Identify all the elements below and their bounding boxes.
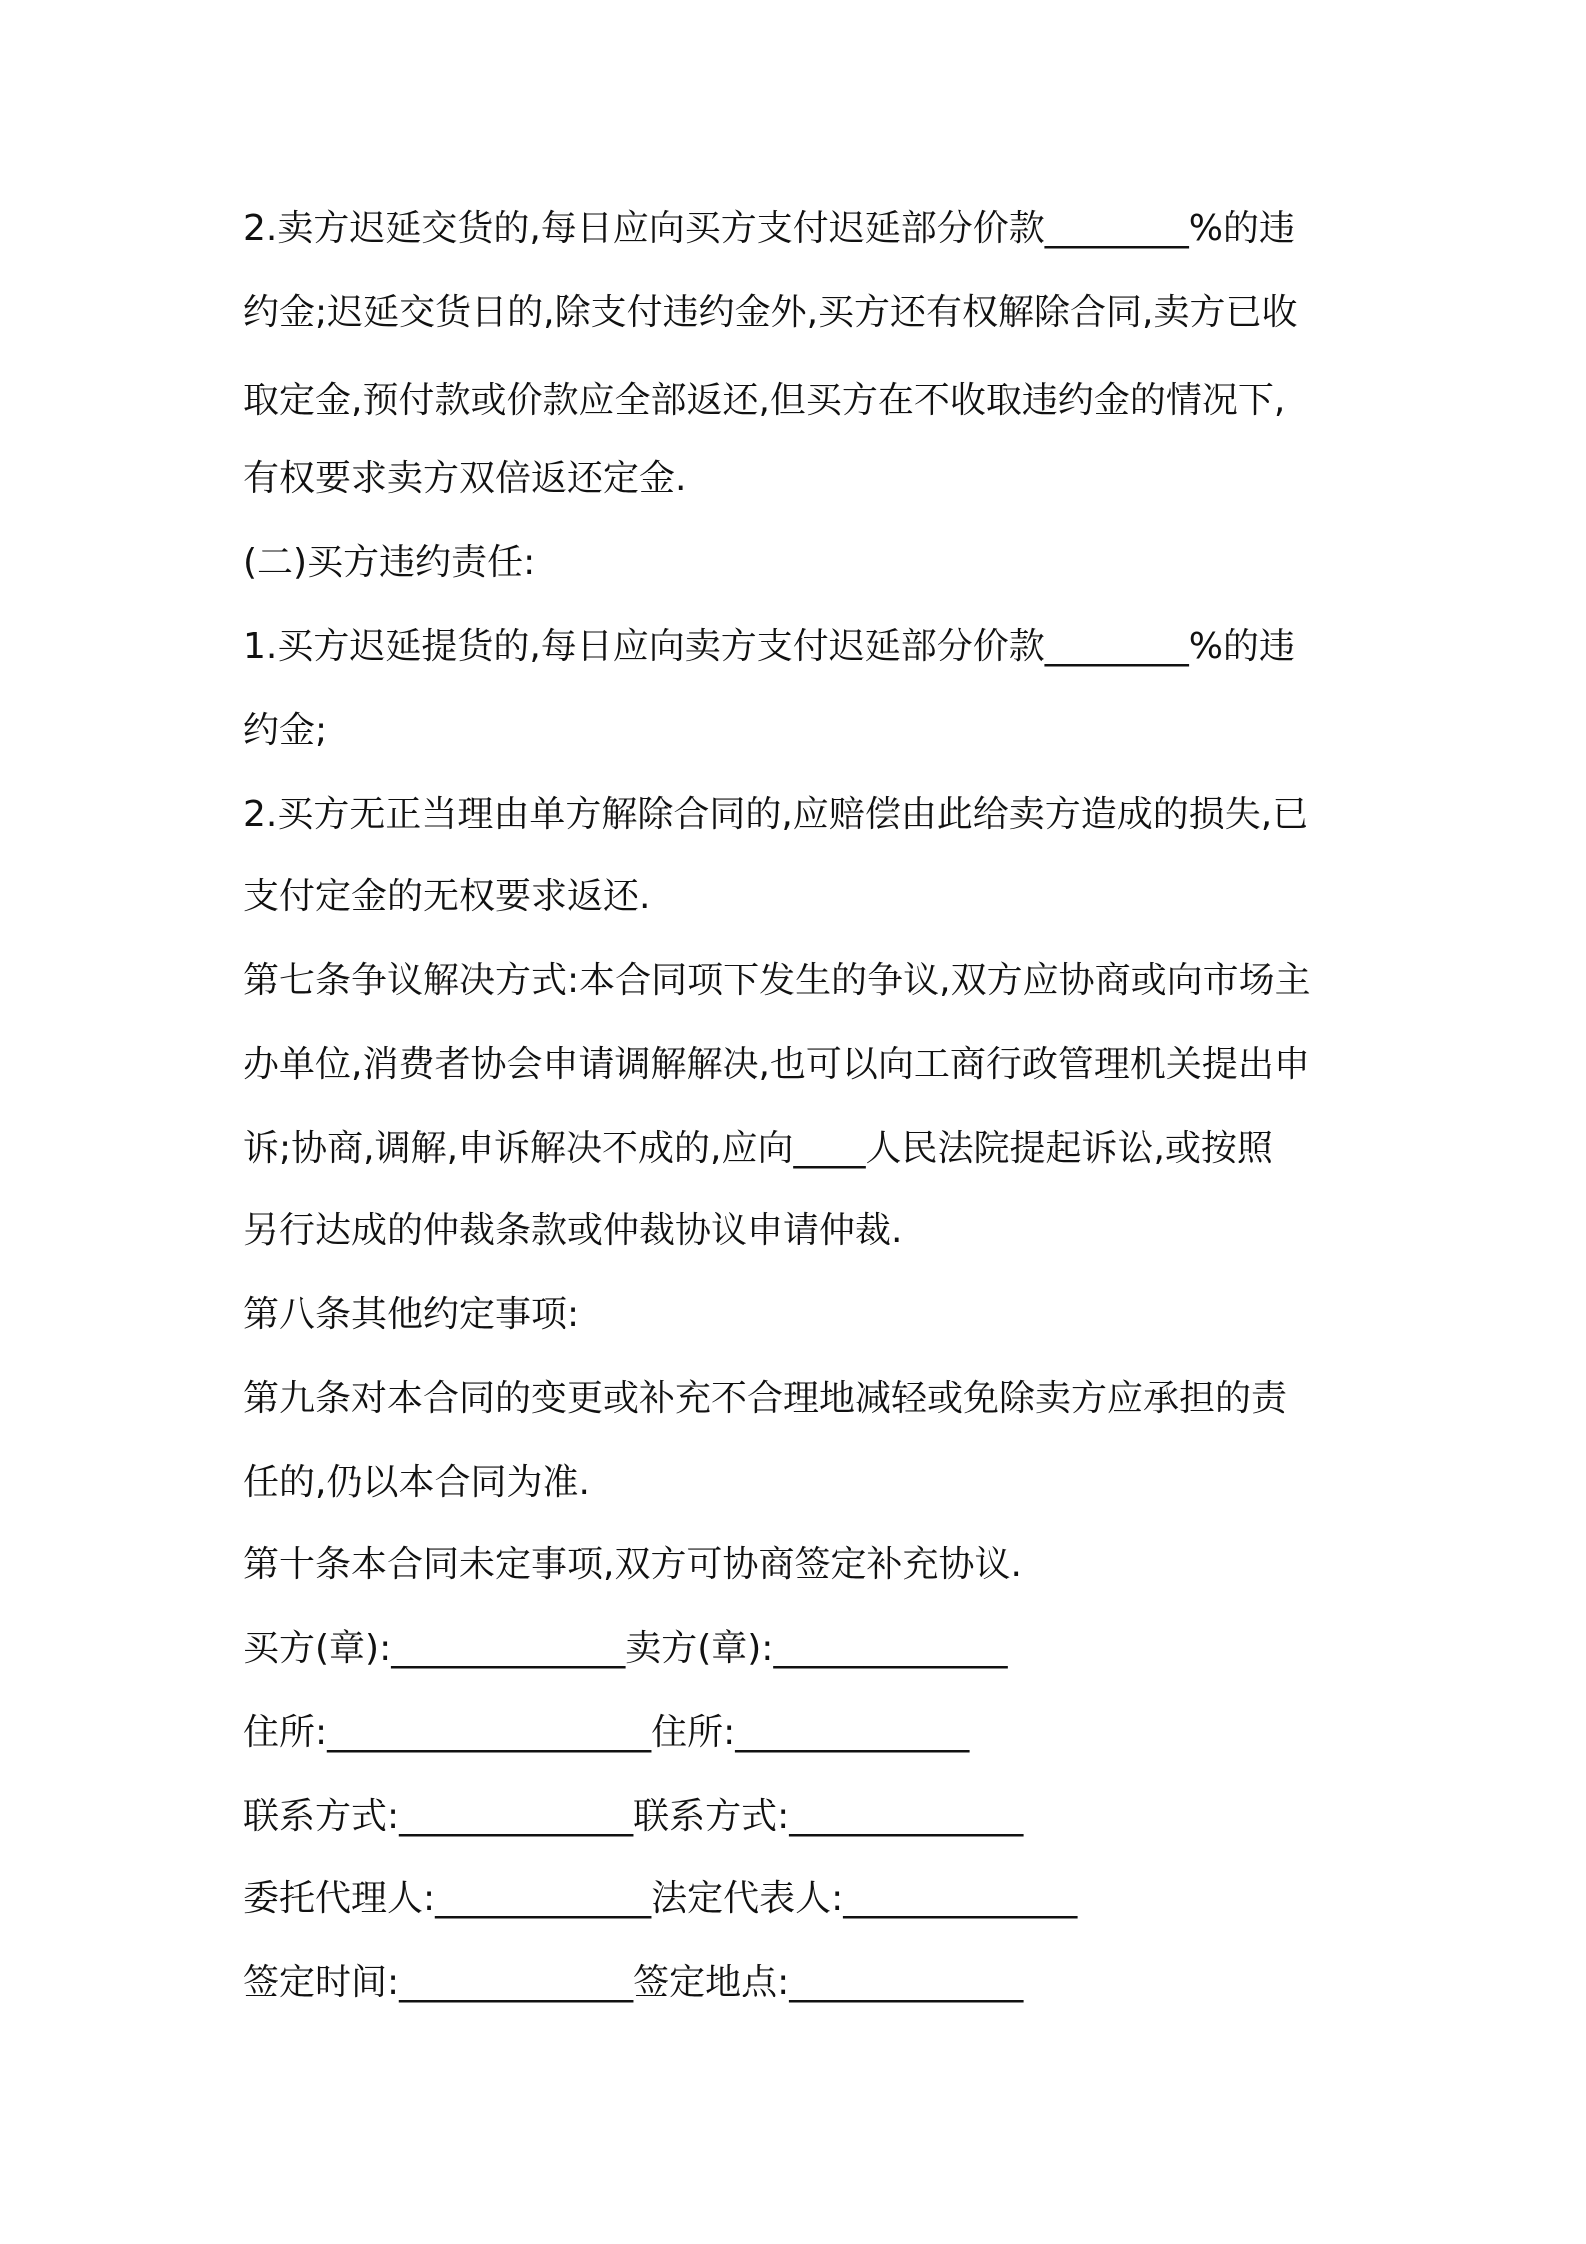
text-line: 约金; (243, 710, 328, 751)
text-line: 办单位,消费者协会申请调解解决,也可以向工商行政管理机关提出申 (243, 1044, 1310, 1085)
text-line: 诉;协商,调解,申诉解决不成的,应向____人民法院提起诉讼,或按照 (243, 1128, 1273, 1169)
text-line: 第七条争议解决方式:本合同项下发生的争议,双方应协商或向市场主 (243, 960, 1311, 1001)
signature-field-line: 委托代理人:____________法定代表人:_____________ (243, 1878, 1078, 1919)
text-line: 第九条对本合同的变更或补充不合理地减轻或免除卖方应承担的责 (243, 1378, 1288, 1419)
signature-field-line: 签定时间:_____________签定地点:_____________ (243, 1962, 1024, 2003)
signature-field-line: 联系方式:_____________联系方式:_____________ (243, 1796, 1024, 1837)
text-line: 2.买方无正当理由单方解除合同的,应赔偿由此给卖方造成的损失,已 (243, 794, 1309, 835)
text-line: 支付定金的无权要求返还. (243, 876, 651, 917)
text-line: 1.买方迟延提货的,每日应向卖方支付迟延部分价款________%的违 (243, 626, 1295, 667)
section-heading: (二)买方违约责任: (243, 542, 536, 583)
text-line: 第八条其他约定事项: (243, 1294, 580, 1335)
text-line: 另行达成的仲裁条款或仲裁协议申请仲裁. (243, 1210, 903, 1251)
signature-field-line: 买方(章):_____________卖方(章):_____________ (243, 1628, 1008, 1669)
text-line: 有权要求卖方双倍返还定金. (243, 458, 687, 499)
text-line: 约金;迟延交货日的,除支付违约金外,买方还有权解除合同,卖方已收 (243, 292, 1298, 333)
text-line: 任的,仍以本合同为准. (243, 1462, 590, 1503)
text-line: 取定金,预付款或价款应全部返还,但买方在不收取违约金的情况下, (243, 380, 1286, 421)
signature-field-line: 住所:__________________住所:_____________ (243, 1712, 970, 1753)
text-line: 2.卖方迟延交货的,每日应向买方支付迟延部分价款________%的违 (243, 208, 1295, 249)
text-line: 第十条本合同未定事项,双方可协商签定补充协议. (243, 1544, 1022, 1585)
